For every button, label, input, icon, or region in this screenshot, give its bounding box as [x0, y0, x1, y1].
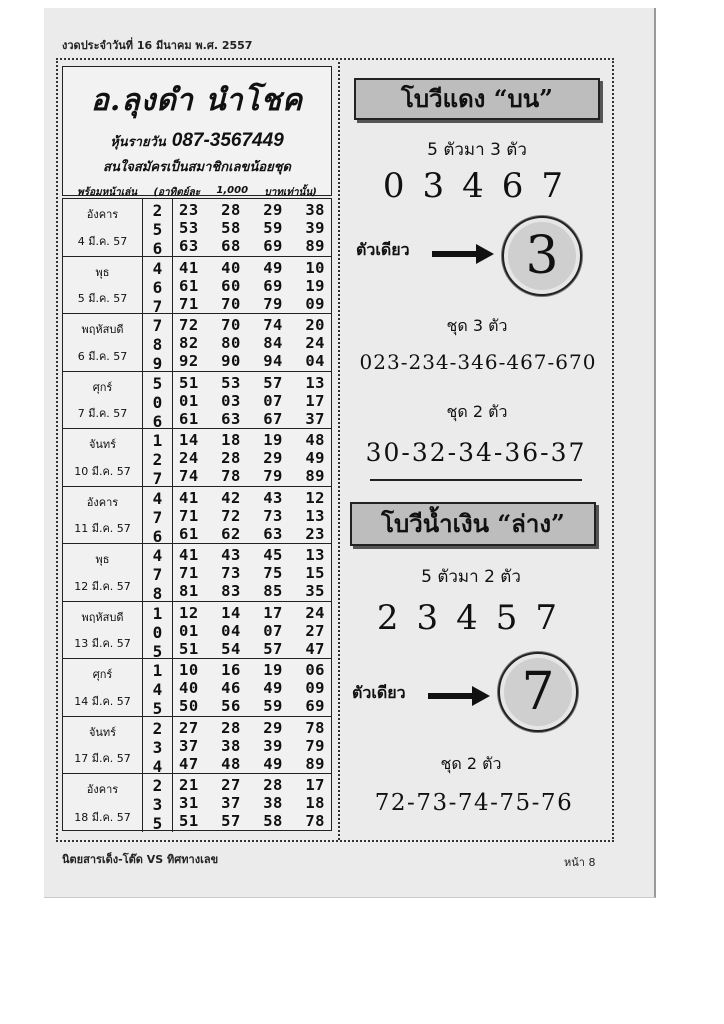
history-number: 28: [263, 776, 283, 794]
history-number: 62: [221, 524, 241, 543]
price-label: พร้อมหน้าเล่น: [77, 187, 138, 198]
history-row: [63, 487, 331, 545]
history-number-line: [179, 737, 325, 755]
history-number: 60: [221, 276, 241, 295]
history-numbers: [173, 429, 331, 486]
history-day-cell: [63, 774, 143, 832]
history-number-line: [179, 489, 325, 507]
history-number: 59: [263, 219, 283, 237]
history-day: ศุกร์: [92, 668, 113, 681]
history-number: 17: [305, 776, 325, 794]
history-number: 10: [179, 661, 199, 679]
top-set3-value: 023-234-346-467-670: [359, 350, 597, 374]
history-number: 41: [179, 546, 199, 564]
history-number: 51: [179, 639, 199, 658]
history-row: [63, 199, 331, 257]
history-number-line: [179, 812, 325, 830]
history-day-cell: [63, 199, 143, 256]
history-number: 69: [263, 237, 283, 255]
history-number: 43: [221, 546, 241, 564]
history-number-line: [179, 352, 325, 370]
history-row: [63, 314, 331, 372]
history-date: 14 มี.ค. 57: [74, 694, 131, 708]
history-number: 12: [179, 603, 199, 622]
history-number: 79: [263, 467, 283, 485]
history-date: 10 มี.ค. 57: [74, 464, 131, 478]
arrow-right-icon: [428, 686, 490, 706]
history-day: จันทร์: [88, 438, 117, 451]
top-set2-value: 30-32-34-36-37: [365, 438, 587, 467]
history-day-cell: [63, 717, 143, 774]
history-number: 27: [221, 776, 241, 794]
history-number: 41: [179, 258, 199, 277]
history-number: 10: [305, 258, 325, 277]
history-number: 89: [305, 754, 325, 773]
history-number: 23: [305, 524, 325, 543]
history-lead-digit: 1: [152, 603, 163, 623]
history-number: 15: [305, 564, 325, 582]
history-lead-digit: 2: [152, 718, 163, 738]
history-number: 61: [179, 524, 199, 543]
history-lead-column: [143, 487, 173, 544]
history-lead-digit: 6: [152, 526, 163, 546]
history-number: 49: [263, 258, 283, 277]
history-row: [63, 257, 331, 315]
history-lead-digit: 2: [152, 201, 163, 220]
history-number: 47: [305, 639, 325, 658]
history-lead-digit: 4: [152, 680, 163, 699]
history-number: 39: [305, 219, 325, 237]
history-date: 4 มี.ค. 57: [77, 234, 128, 248]
history-number: 49: [263, 754, 283, 773]
history-day-cell: [63, 487, 143, 544]
history-lead-digit: 6: [152, 411, 163, 431]
history-number: 71: [179, 294, 199, 313]
history-number-line: [179, 449, 325, 467]
history-number: 79: [263, 294, 283, 313]
history-number: 37: [305, 409, 325, 428]
history-day: พฤหัสบดี: [81, 610, 124, 624]
history-number: 58: [221, 219, 241, 237]
history-lead-digit: 3: [152, 737, 163, 757]
history-number: 09: [305, 294, 325, 313]
history-lead-column: [143, 314, 173, 371]
history-number: 63: [179, 237, 199, 255]
history-number: 27: [305, 621, 325, 640]
history-number: 51: [179, 373, 199, 392]
history-number: 53: [221, 373, 241, 392]
history-day-cell: [63, 372, 143, 429]
history-lead-digit: 0: [152, 392, 163, 412]
history-day: ศุกร์: [92, 380, 113, 394]
history-number-line: [179, 776, 325, 794]
history-number-line: [179, 295, 325, 313]
history-date: 11 มี.ค. 57: [74, 522, 131, 535]
history-day: อังคาร: [86, 208, 119, 221]
history-number: 68: [221, 237, 241, 255]
history-number: 20: [305, 316, 325, 334]
history-lead-digit: 7: [152, 507, 163, 527]
history-number-line: [179, 794, 325, 812]
history-day: อังคาร: [86, 495, 119, 509]
history-row: [63, 429, 331, 487]
history-number: 01: [179, 621, 199, 640]
history-number: 48: [305, 431, 325, 449]
history-number: 57: [221, 812, 241, 830]
history-lead-digit: 4: [152, 546, 163, 565]
top-subtitle: 5 ตัวมา 3 ตัว: [427, 140, 527, 160]
history-number: 74: [263, 316, 283, 334]
history-number: 17: [305, 391, 325, 410]
history-number: 49: [263, 679, 283, 697]
top-single-label: ตัวเดียว: [356, 240, 410, 259]
history-lead-column: [143, 372, 173, 429]
top-single-digit: 3: [502, 216, 582, 296]
history-row: [63, 544, 331, 602]
history-number-line: [179, 410, 325, 428]
history-number-line: [179, 259, 325, 277]
history-lead-digit: 8: [152, 584, 163, 603]
history-number: 92: [179, 352, 199, 370]
history-number: 45: [263, 546, 283, 564]
history-number: 39: [263, 736, 283, 755]
history-numbers: [173, 659, 331, 716]
history-number: 43: [263, 488, 283, 507]
history-number: 57: [263, 373, 283, 392]
history-number: 23: [179, 201, 199, 219]
history-number: 35: [305, 582, 325, 600]
history-number: 19: [305, 276, 325, 295]
history-row: [63, 717, 331, 775]
history-number: 63: [221, 409, 241, 428]
history-number: 37: [179, 736, 199, 755]
history-number: 06: [305, 661, 325, 679]
history-number: 54: [221, 639, 241, 658]
history-number: 12: [305, 488, 325, 507]
history-lead-digit: 5: [152, 220, 163, 239]
history-day-cell: [63, 544, 143, 601]
history-number: 81: [179, 582, 199, 600]
history-number: 03: [221, 391, 241, 410]
history-lead-digit: 4: [152, 756, 163, 776]
history-number: 49: [305, 449, 325, 467]
history-number: 67: [263, 409, 283, 428]
bottom-digits: 23457: [376, 598, 576, 638]
history-number: 42: [221, 488, 241, 507]
history-numbers: [173, 314, 331, 371]
history-lead-digit: 3: [152, 795, 163, 814]
history-lead-digit: 9: [152, 354, 163, 373]
history-numbers: [173, 372, 331, 429]
history-day-cell: [63, 257, 143, 314]
history-number: 29: [263, 718, 283, 737]
history-number-line: [179, 640, 325, 658]
history-number-line: [179, 467, 325, 485]
phone-label: หุ้นรายวัน: [110, 134, 166, 149]
history-numbers: [173, 717, 331, 774]
history-day-cell: [63, 429, 143, 486]
history-number: 40: [221, 258, 241, 277]
history-number: 72: [221, 506, 241, 525]
history-row: [63, 372, 331, 430]
history-number: 38: [263, 794, 283, 812]
history-number: 61: [179, 409, 199, 428]
history-day-cell: [63, 314, 143, 371]
history-lead-digit: 4: [152, 488, 163, 508]
history-lead-digit: 5: [152, 814, 163, 833]
history-number: 13: [305, 546, 325, 564]
brand-box: [62, 66, 332, 196]
history-number: 78: [221, 467, 241, 485]
history-lead-digit: 7: [152, 565, 163, 584]
history-number-line: [179, 374, 325, 392]
history-number: 19: [263, 661, 283, 679]
history-number-line: [179, 316, 325, 334]
history-lead-digit: 7: [152, 469, 163, 488]
history-number: 89: [305, 467, 325, 485]
history-day-cell: [63, 659, 143, 716]
column-divider: [338, 62, 340, 840]
history-date: 17 มี.ค. 57: [74, 752, 131, 765]
history-lead-column: [143, 774, 173, 832]
history-number: 61: [179, 276, 199, 295]
history-number: 27: [179, 718, 199, 737]
history-number-line: [179, 719, 325, 737]
history-date: 6 มี.ค. 57: [77, 349, 128, 363]
history-number: 78: [305, 718, 325, 737]
bottom-set2-value: 72-73-74-75-76: [374, 790, 574, 816]
history-lead-digit: 6: [152, 277, 163, 297]
footer-magazine: นิตยสารเด็ง-โต๊ด VS ทิศทางเลข: [62, 853, 219, 866]
history-numbers: [173, 544, 331, 601]
top-digits: 03467: [382, 166, 582, 206]
history-number: 57: [263, 639, 283, 658]
history-number: 19: [263, 431, 283, 449]
history-lead-digit: 4: [152, 258, 163, 278]
history-numbers: [173, 257, 331, 314]
history-date: 7 มี.ค. 57: [77, 407, 128, 420]
history-lead-column: [143, 659, 173, 716]
history-number-line: [179, 201, 325, 219]
history-day: พฤหัสบดี: [81, 323, 124, 336]
history-number: 70: [221, 294, 241, 313]
history-number: 31: [179, 794, 199, 812]
history-numbers: [173, 602, 331, 659]
history-number: 18: [305, 794, 325, 812]
history-number-line: [179, 277, 325, 295]
history-number: 75: [263, 564, 283, 582]
history-table: [62, 198, 332, 831]
top-set2-label: ชุด 2 ตัว: [446, 402, 508, 421]
history-day: จันทร์: [88, 725, 117, 739]
history-number: 84: [263, 334, 283, 352]
history-number-line: [179, 582, 325, 600]
price-period: (อาทิตย์ละ: [153, 187, 201, 198]
bottom-banner: โบวีน้ำเงิน “ล่าง”: [350, 502, 596, 546]
history-number: 13: [305, 373, 325, 392]
history-number: 78: [305, 812, 325, 830]
history-number-line: [179, 622, 325, 640]
history-number: 85: [263, 582, 283, 600]
divider-rule: [370, 479, 582, 481]
history-row: [63, 602, 331, 660]
history-numbers: [173, 487, 331, 544]
history-number: 73: [221, 564, 241, 582]
history-number: 50: [179, 697, 199, 715]
history-date: 5 มี.ค. 57: [77, 292, 128, 305]
history-lead-digit: 5: [152, 641, 163, 661]
history-number: 63: [263, 524, 283, 543]
price-suffix: บาทเท่านั้น): [264, 187, 317, 198]
footer-page-number: หน้า 8: [564, 856, 596, 869]
history-number: 46: [221, 679, 241, 697]
history-number: 13: [305, 506, 325, 525]
history-lead-digit: 0: [152, 622, 163, 642]
history-row: [63, 659, 331, 717]
top-banner: โบวีแดง “บน”: [354, 78, 600, 120]
bottom-single-digit: 7: [498, 652, 578, 732]
history-number-line: [179, 219, 325, 237]
history-number: 04: [305, 352, 325, 370]
history-lead-column: [143, 544, 173, 601]
history-number: 07: [263, 621, 283, 640]
history-number: 29: [263, 449, 283, 467]
history-number: 70: [221, 316, 241, 334]
history-day-cell: [63, 602, 143, 659]
history-lead-digit: 1: [152, 661, 163, 680]
history-number-line: [179, 755, 325, 773]
history-number: 14: [221, 603, 241, 622]
history-number: 71: [179, 564, 199, 582]
history-lead-column: [143, 717, 173, 774]
history-number: 40: [179, 679, 199, 697]
history-date: 12 มี.ค. 57: [74, 579, 131, 593]
history-number: 58: [263, 812, 283, 830]
history-number: 72: [179, 316, 199, 334]
history-number-line: [179, 334, 325, 352]
history-number: 17: [263, 603, 283, 622]
history-number: 89: [305, 237, 325, 255]
history-number: 29: [263, 201, 283, 219]
history-lead-digit: 5: [152, 699, 163, 718]
history-number: 18: [221, 431, 241, 449]
history-number: 24: [305, 334, 325, 352]
history-date: 13 มี.ค. 57: [74, 637, 131, 650]
history-lead-column: [143, 199, 173, 256]
history-number: 83: [221, 582, 241, 600]
history-number: 94: [263, 352, 283, 370]
history-number-line: [179, 697, 325, 715]
history-lead-column: [143, 429, 173, 486]
history-lead-digit: 7: [152, 316, 163, 335]
history-number: 59: [263, 697, 283, 715]
history-number: 48: [221, 754, 241, 773]
history-number: 71: [179, 506, 199, 525]
history-number: 16: [221, 661, 241, 679]
history-number: 01: [179, 391, 199, 410]
history-number-line: [179, 564, 325, 582]
bottom-single-label: ตัวเดียว: [352, 683, 406, 702]
history-number: 28: [221, 718, 241, 737]
history-lead-digit: 5: [152, 373, 163, 393]
history-number-line: [179, 679, 325, 697]
history-lead-digit: 2: [152, 776, 163, 795]
history-date: 18 มี.ค. 57: [74, 810, 131, 824]
phone-number: 087-3567449: [171, 130, 284, 151]
history-number: 51: [179, 812, 199, 830]
history-number-line: [179, 546, 325, 564]
brand-name: อ.ลุงดำ นำโชค: [90, 83, 304, 118]
history-number: 04: [221, 621, 241, 640]
history-number: 37: [221, 794, 241, 812]
arrow-right-icon: [432, 244, 494, 264]
history-lead-digit: 8: [152, 335, 163, 354]
history-day: พุธ: [95, 265, 110, 279]
history-lead-column: [143, 602, 173, 659]
history-number: 07: [263, 391, 283, 410]
history-number-line: [179, 392, 325, 410]
history-day: พุธ: [95, 553, 110, 566]
history-number-line: [179, 237, 325, 255]
brand-phone-line: [63, 130, 331, 152]
history-number-line: [179, 661, 325, 679]
price-amount: 1,000: [216, 185, 249, 196]
history-number: 82: [179, 334, 199, 352]
history-number-line: [179, 507, 325, 525]
history-number: 69: [263, 276, 283, 295]
history-number: 53: [179, 219, 199, 237]
history-lead-column: [143, 257, 173, 314]
member-text: สนใจสมัครเป็นสมาชิกเลขน้อยชุด: [103, 160, 291, 175]
history-lead-digit: 7: [152, 296, 163, 316]
history-row: [63, 774, 331, 832]
history-number: 24: [179, 449, 199, 467]
history-lead-digit: 2: [152, 450, 163, 469]
history-number: 56: [221, 697, 241, 715]
history-number: 38: [221, 736, 241, 755]
history-lead-digit: 1: [152, 431, 163, 450]
history-number-line: [179, 431, 325, 449]
history-number: 14: [179, 431, 199, 449]
history-numbers: [173, 774, 331, 832]
history-number: 38: [305, 201, 325, 219]
bottom-set2-label: ชุด 2 ตัว: [440, 754, 502, 773]
top-set3-label: ชุด 3 ตัว: [446, 316, 508, 335]
history-number-line: [179, 604, 325, 622]
history-number: 24: [305, 603, 325, 622]
history-number: 28: [221, 201, 241, 219]
history-number: 28: [221, 449, 241, 467]
issue-date-line: งวดประจำวันที่ 16 มีนาคม พ.ศ. 2557: [62, 39, 253, 52]
history-number-line: [179, 525, 325, 543]
history-number: 80: [221, 334, 241, 352]
history-number: 09: [305, 679, 325, 697]
history-number: 74: [179, 467, 199, 485]
history-day: อังคาร: [86, 783, 119, 796]
history-number: 79: [305, 736, 325, 755]
history-number: 47: [179, 754, 199, 773]
history-number: 21: [179, 776, 199, 794]
bottom-subtitle: 5 ตัวมา 2 ตัว: [421, 567, 521, 587]
history-lead-digit: 6: [152, 239, 163, 258]
history-number: 69: [305, 697, 325, 715]
history-number: 73: [263, 506, 283, 525]
history-number: 41: [179, 488, 199, 507]
history-number: 90: [221, 352, 241, 370]
history-numbers: [173, 199, 331, 256]
